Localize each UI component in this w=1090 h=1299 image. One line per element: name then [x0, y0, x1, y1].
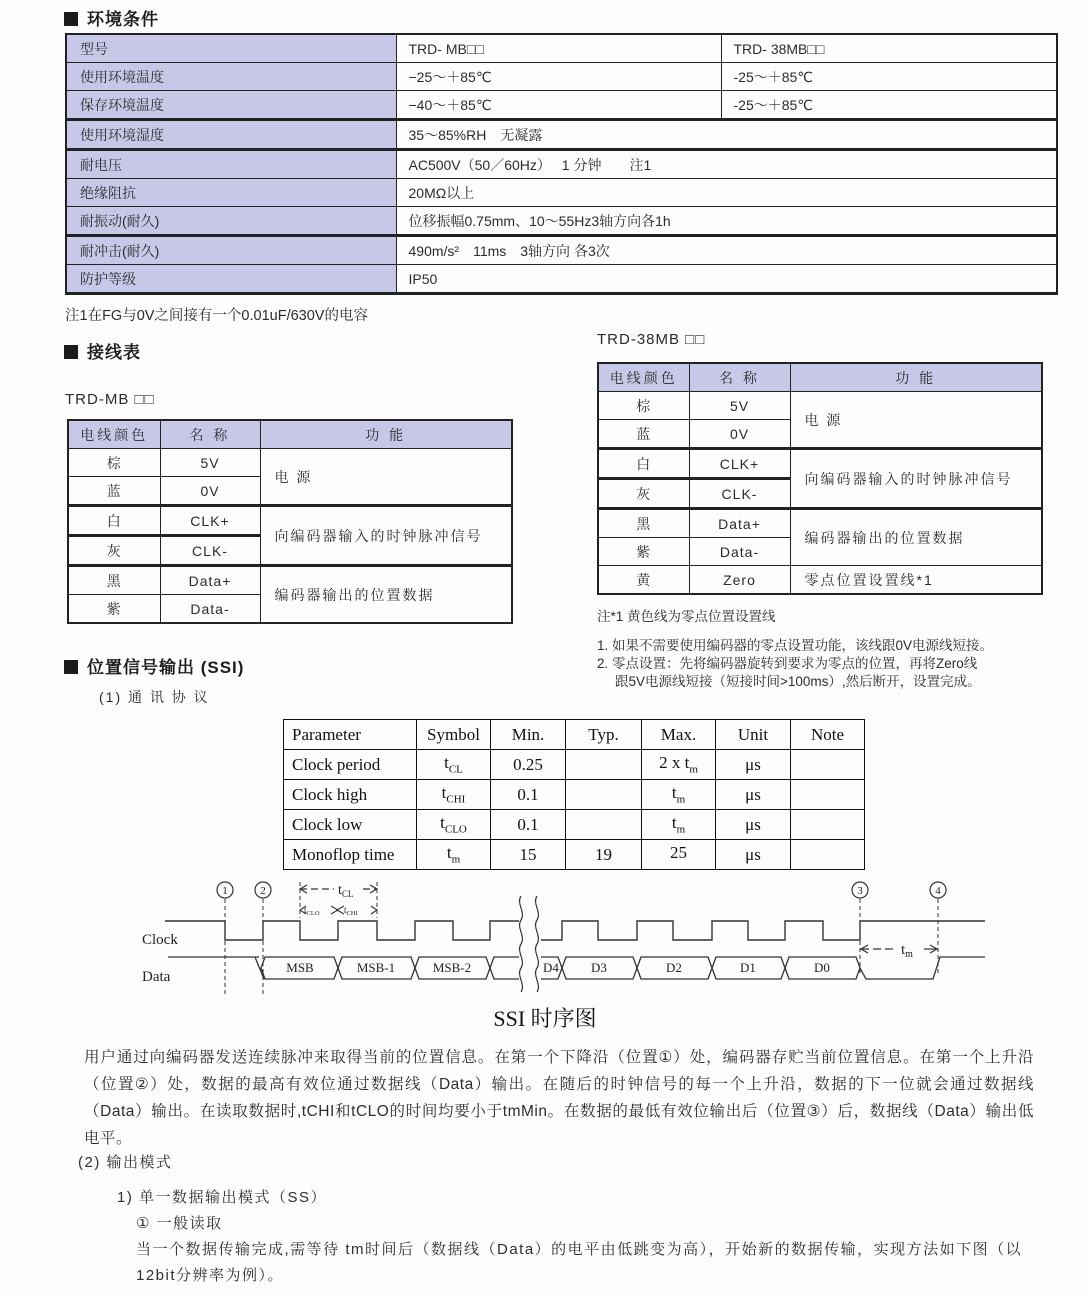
tclo-label: $t_{CLO}$	[304, 905, 320, 917]
col-header-note: Note	[791, 720, 865, 750]
wiring-table-trdmb	[67, 419, 513, 624]
env-value-cell: TRD- 38MB□□	[721, 34, 1057, 63]
env-label-cell: 耐冲击(耐久)	[66, 236, 396, 265]
wire-function-cell: 向编码器输入的时钟脉冲信号	[790, 449, 1042, 509]
typ-cell	[566, 780, 642, 810]
segment-label-d4: D4	[543, 960, 559, 975]
tchi-label: $t_{CHI}$	[344, 905, 358, 917]
env-label-cell: 绝缘阻抗	[66, 179, 396, 207]
wire-name-cell: Data-	[160, 595, 260, 624]
env-value-cell: 35～85%RH 无凝露	[396, 120, 1057, 150]
segment-label-d0: D0	[814, 960, 830, 975]
env-label-cell: 耐振动(耐久)	[66, 207, 396, 236]
section-env-title: 环境条件	[87, 10, 159, 29]
wire-color-cell: 黄	[598, 566, 689, 595]
tm-annotation	[861, 945, 937, 953]
wire-name-cell: 5V	[160, 449, 260, 477]
wiring-note-1: 1. 如果不需要使用编码器的零点设置功能，该线跟0V电源线短接。	[597, 638, 994, 653]
section-wiring-title: 接线表	[87, 343, 141, 362]
col-header-function: 功 能	[260, 420, 512, 449]
env-value-cell: 位移振幅0.75mm、10～55Hz3轴方向各1h	[396, 207, 1057, 236]
table-row	[284, 840, 865, 870]
min-cell: 15	[491, 840, 566, 870]
section-wiring-heading	[64, 338, 141, 363]
table-header-row	[284, 720, 865, 750]
segment-label-d2: D2	[666, 960, 682, 975]
table-row	[284, 780, 865, 810]
env-value-cell: 490m/s² 11ms 3轴方向 各3次	[396, 236, 1057, 265]
env-value-cell: TRD- MB□□	[396, 34, 721, 63]
table-row	[66, 91, 1057, 120]
table-header-row	[68, 420, 512, 449]
output-mode-body: 当一个数据传输完成,需等待 tm时间后（数据线（Data）的电平由低跳变为高），开始新的数据传输，实现方法如下图（以12bit分辨率为例）。	[136, 1241, 1023, 1284]
section-ssi-title: 位置信号输出 (SSI)	[87, 658, 245, 677]
wire-color-cell: 棕	[598, 392, 689, 420]
unit-cell: μs	[716, 750, 791, 780]
wire-name-cell: Zero	[689, 566, 790, 595]
col-header-wire-color: 电线颜色	[598, 363, 689, 392]
table-row	[598, 449, 1042, 479]
tcl-label: $t_{CL}$	[338, 883, 354, 899]
wire-name-cell: 5V	[689, 392, 790, 420]
output-mode-step1: ① 一般读取	[136, 1215, 223, 1232]
section-bullet-icon	[64, 660, 78, 674]
wire-color-cell: 黑	[68, 566, 160, 595]
max-cell: 25	[642, 840, 716, 870]
env-conditions-table	[65, 33, 1058, 295]
table-row	[68, 506, 512, 536]
wiring-note-2a: 2. 零点设置：先将编码器旋转到要求为零点的位置，再将Zero线	[597, 656, 978, 671]
min-cell: 0.1	[491, 780, 566, 810]
max-cell: 2 x $t_m$	[642, 750, 716, 780]
param-cell: Monoflop time	[284, 840, 417, 870]
table-row	[68, 566, 512, 595]
unit-cell: μs	[716, 840, 791, 870]
note-cell	[791, 810, 865, 840]
clock-waveform	[165, 921, 985, 940]
wire-color-cell: 灰	[598, 479, 689, 509]
wiring-note-2b: 跟5V电源线短接（短接时间>100ms）,然后断开，设置完成。	[615, 674, 981, 689]
marker-3-label: 3	[857, 885, 863, 897]
table-row	[284, 810, 865, 840]
table-row	[598, 509, 1042, 538]
env-value-cell: −25～＋85℃	[396, 63, 721, 91]
data-axis-label: Data	[142, 969, 171, 985]
table-row	[66, 265, 1057, 294]
env-label-cell: 防护等级	[66, 265, 396, 294]
table-row	[68, 449, 512, 477]
table-row	[66, 179, 1057, 207]
segment-label-d3: D3	[591, 960, 607, 975]
wiring-table-trd38mb	[597, 362, 1043, 595]
env-note: 注1在FG与0V之间接有一个0.01uF/630V的电容	[65, 308, 368, 324]
table-header-row	[598, 363, 1042, 392]
col-header-function: 功 能	[790, 363, 1042, 392]
table-row	[66, 63, 1057, 91]
env-value-cell: −40～＋85℃	[396, 91, 721, 120]
param-cell: Clock high	[284, 780, 417, 810]
max-cell: $t_m$	[642, 780, 716, 810]
wiring-note-star: 注*1 黄色线为零点位置设置线	[597, 609, 776, 624]
wire-color-cell: 棕	[68, 449, 160, 477]
wire-name-cell: CLK+	[160, 506, 260, 536]
wire-name-cell: 0V	[160, 477, 260, 506]
table-row	[598, 392, 1042, 420]
note-cell	[791, 750, 865, 780]
env-value-cell: AC500V（50／60Hz） 1 分钟 注1	[396, 150, 1057, 179]
typ-cell	[566, 810, 642, 840]
param-cell: Clock period	[284, 750, 417, 780]
wire-function-cell: 向编码器输入的时钟脉冲信号	[260, 506, 512, 566]
comm-protocol-label: (1) 通 讯 协 议	[99, 689, 210, 705]
wire-function-cell: 零点位置设置线*1	[790, 566, 1042, 595]
col-header-symbol: Symbol	[417, 720, 491, 750]
table-row	[66, 207, 1057, 236]
note-cell	[791, 840, 865, 870]
segment-label-msb2: MSB-2	[432, 960, 472, 975]
tm-label: $t_m$	[901, 942, 913, 960]
env-value-cell: -25～＋85℃	[721, 91, 1057, 120]
output-mode-1: 1) 单一数据输出模式（SS）	[117, 1189, 328, 1206]
col-header-typ: Typ.	[566, 720, 642, 750]
col-header-min: Min.	[491, 720, 566, 750]
env-label-cell: 耐电压	[66, 150, 396, 179]
marker-1-label: 1	[222, 885, 228, 897]
env-value-cell: 20MΩ以上	[396, 179, 1057, 207]
wire-color-cell: 紫	[598, 538, 689, 566]
wire-color-cell: 紫	[68, 595, 160, 624]
model-label-trdmb: TRD-MB □□	[65, 391, 155, 408]
wire-color-cell: 灰	[68, 536, 160, 566]
wire-function-cell: 电 源	[260, 449, 512, 506]
position-markers	[217, 882, 946, 994]
output-mode-heading: (2) 输出模式	[78, 1154, 173, 1171]
unit-cell: μs	[716, 780, 791, 810]
env-label-cell: 保存环境温度	[66, 91, 396, 120]
env-label-cell: 使用环境湿度	[66, 120, 396, 150]
note-cell	[791, 780, 865, 810]
env-label-cell: 使用环境温度	[66, 63, 396, 91]
table-row	[66, 120, 1057, 150]
wire-name-cell: Data-	[689, 538, 790, 566]
symbol-cell: $t_m$	[417, 840, 491, 870]
break-mask	[519, 910, 541, 990]
wire-color-cell: 蓝	[68, 477, 160, 506]
ssi-parameter-table	[283, 719, 865, 870]
typ-cell	[566, 750, 642, 780]
marker-2-label: 2	[260, 885, 266, 897]
wire-function-cell: 编码器输出的位置数据	[260, 566, 512, 624]
table-row	[66, 150, 1057, 179]
section-bullet-icon	[64, 12, 78, 26]
col-header-name: 名 称	[689, 363, 790, 392]
section-ssi-heading	[64, 653, 244, 678]
env-value-cell: -25～＋85℃	[721, 63, 1057, 91]
clock-axis-label: Clock	[142, 932, 178, 948]
unit-cell: μs	[716, 810, 791, 840]
wire-name-cell: 0V	[689, 420, 790, 449]
diagram-title: SSI 时序图	[493, 1006, 597, 1031]
section-env-heading	[64, 5, 159, 30]
wiring-notes	[597, 608, 1057, 691]
col-header-parameter: Parameter	[284, 720, 417, 750]
symbol-cell: $t_{CLO}$	[417, 810, 491, 840]
wire-color-cell: 白	[68, 506, 160, 536]
env-label-cell: 型号	[66, 34, 396, 63]
wire-color-cell: 白	[598, 449, 689, 479]
ssi-timing-diagram	[140, 876, 990, 998]
segment-label-msb: MSB	[286, 960, 314, 975]
param-cell: Clock low	[284, 810, 417, 840]
ssi-description: 用户通过向编码器发送连续脉冲来取得当前的位置信息。在第一个下降沿（位置①）处，编码器存贮当前位置信息。在第一个上升沿（位置②）处，数据的最高有效位通过数据线（Data）输出。在随后的时钟信号的每一个上升沿，数据的下一位就会通过数据线（Data）输出。在读取数据时,tCHI和tCLO的时间均要小于tmMin。在数据的最低有效位输出后（位置③）后，数据线（Data）输出低电平。	[84, 1049, 1034, 1147]
min-cell: 0.25	[491, 750, 566, 780]
env-value-cell: IP50	[396, 265, 1057, 294]
wire-color-cell: 蓝	[598, 420, 689, 449]
table-row	[66, 236, 1057, 265]
table-row	[598, 566, 1042, 595]
wire-name-cell: CLK-	[689, 479, 790, 509]
max-cell: $t_m$	[642, 810, 716, 840]
segment-label-d1: D1	[740, 960, 756, 975]
section-bullet-icon	[64, 345, 78, 359]
col-header-max: Max.	[642, 720, 716, 750]
model-label-trd38mb: TRD-38MB □□	[597, 331, 706, 348]
symbol-cell: $t_{CL}$	[417, 750, 491, 780]
table-row	[66, 34, 1057, 63]
wire-name-cell: CLK-	[160, 536, 260, 566]
col-header-name: 名 称	[160, 420, 260, 449]
wire-name-cell: CLK+	[689, 449, 790, 479]
min-cell: 0.1	[491, 810, 566, 840]
marker-4-label: 4	[935, 885, 941, 897]
col-header-unit: Unit	[716, 720, 791, 750]
wire-function-cell: 电 源	[790, 392, 1042, 449]
symbol-cell: $t_{CHI}$	[417, 780, 491, 810]
col-header-wire-color: 电线颜色	[68, 420, 160, 449]
table-row	[284, 750, 865, 780]
wire-function-cell: 编码器输出的位置数据	[790, 509, 1042, 566]
wire-color-cell: 黑	[598, 509, 689, 538]
segment-label-msb1: MSB-1	[356, 960, 396, 975]
typ-cell: 19	[566, 840, 642, 870]
wire-name-cell: Data+	[160, 566, 260, 595]
wire-name-cell: Data+	[689, 509, 790, 538]
